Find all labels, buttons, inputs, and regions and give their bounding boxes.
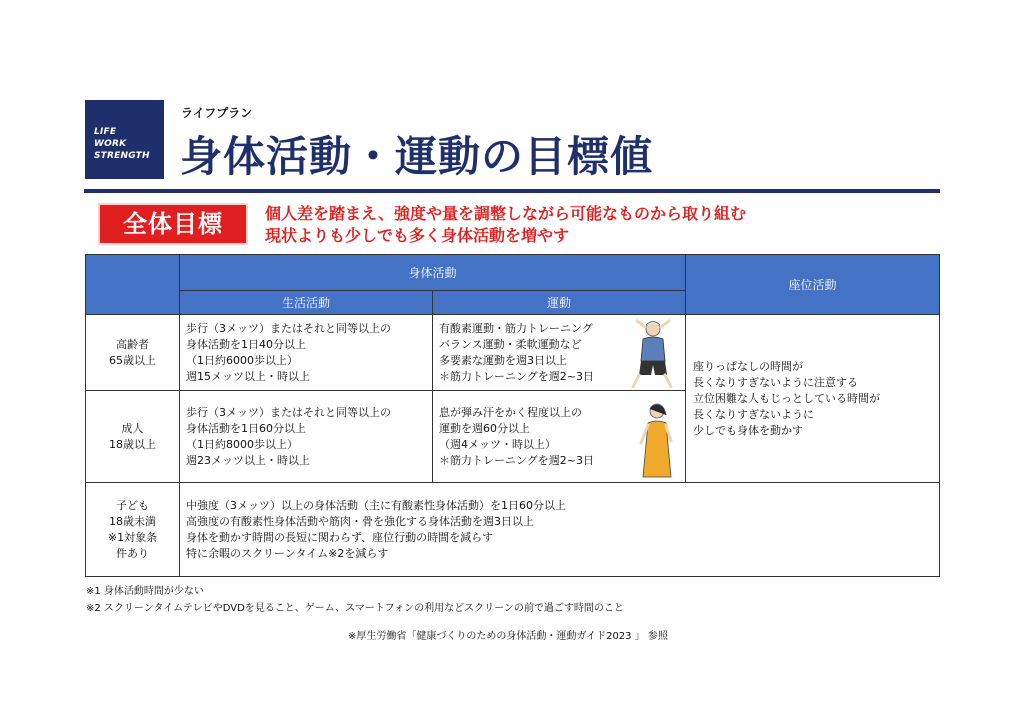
row-label-elderly <box>86 315 180 391</box>
cell-text-line: 高強度の有酸素性身体活動や筋肉・骨を強化する身体活動を週3日以上 <box>186 514 534 528</box>
cell-text-line: （1日約8000歩以上） <box>186 437 298 451</box>
title-divider <box>84 189 940 193</box>
cell-text-line: 身体活動を1日60分以上 <box>186 421 306 435</box>
cell-text-line: 立位困難な人もじっとしている時間が <box>693 391 881 405</box>
logo <box>85 100 164 179</box>
logo-line-work: WORK <box>94 139 127 149</box>
cell-text-line: 特に余暇のスクリーンタイム※2を減らす <box>186 546 389 560</box>
footnotes <box>86 583 624 617</box>
cell-text-line: 中強度（3メッツ）以上の身体活動（主に有酸素性身体活動）を1日60分以上 <box>186 498 566 512</box>
row-label-line: 子ども <box>116 498 149 512</box>
cell-text-line: 運動を週60分以上 <box>439 421 530 435</box>
cell-text-line: 長くなりすぎないように注意する <box>693 375 859 389</box>
cell-text-line: 長くなりすぎないように <box>693 407 815 421</box>
header-exercise: 運動 <box>433 291 686 315</box>
cell-text-line: （週4メッツ・時以上） <box>439 437 556 451</box>
row-label-adult <box>86 391 180 483</box>
cell-text-line: 多要素な運動を週3日以上 <box>439 353 567 367</box>
adult-daily-activity-cell <box>180 391 433 483</box>
elderly-man-stretching-icon <box>625 317 683 389</box>
row-label-line: ※1対象条 <box>107 530 158 544</box>
row-label-children <box>86 483 180 577</box>
cell-text-line: バランス運動・柔軟運動など <box>439 337 582 351</box>
row-label-line: 件あり <box>116 546 149 560</box>
cell-text-line: 息が弾み汗をかく程度以上の <box>439 405 582 419</box>
cell-text-line: 身体を動かす時間の長短に関わらず、座位行動の時間を減らす <box>186 530 494 544</box>
header-daily-life-activity: 生活活動 <box>180 291 433 315</box>
row-label-line: 高齢者 <box>116 337 149 351</box>
table-row-children <box>86 483 940 577</box>
table-row-elderly <box>86 315 940 391</box>
footnote-2: ※2 スクリーンタイムテレビやDVDを見ること、ゲーム、スマートフォンの利用などスクリーンの前で過ごす時間のこと <box>86 603 624 614</box>
cell-text-line: 歩行（3メッツ）またはそれと同等以上の <box>186 321 391 335</box>
header-physical-activity: 身体活動 <box>180 255 686 291</box>
overall-goal-badge: 全体目標 <box>98 203 248 245</box>
row-label-line: 成人 <box>121 421 144 435</box>
cell-text-line: 少しでも身体を動かす <box>693 423 804 437</box>
sedentary-activity-cell <box>686 315 940 483</box>
goal-line-2: 現状よりも少しでも多く身体活動を増やす <box>265 226 570 245</box>
logo-line-strength: STRENGTH <box>94 151 150 161</box>
goal-line-1: 個人差を踏まえ、強度や量を調整しながら可能なものから取り組む <box>265 204 746 223</box>
cell-text-line: ＊筋力トレーニングを週2~3日 <box>439 453 594 467</box>
adult-exercise-cell <box>433 391 686 483</box>
overall-goal-text <box>265 203 746 247</box>
cell-text-line: （1日約6000歩以上） <box>186 353 298 367</box>
header-sedentary-activity: 座位活動 <box>686 255 940 315</box>
footnote-1: ※1 身体活動時間が少ない <box>86 586 204 597</box>
cell-text-line: 週15メッツ以上・時以上 <box>186 369 310 383</box>
logo-line-life: LIFE <box>94 127 117 137</box>
row-label-line: 18歳以上 <box>109 437 156 451</box>
page-supertitle: ライフプラン <box>181 106 253 120</box>
cell-text-line: ＊筋力トレーニングを週2~3日 <box>439 369 594 383</box>
row-label-line: 65歳以上 <box>109 353 156 367</box>
woman-jogging-icon <box>635 399 679 479</box>
cell-text-line: 週23メッツ以上・時以上 <box>186 453 310 467</box>
row-label-line: 18歳未満 <box>109 514 156 528</box>
cell-text-line: 有酸素運動・筋力トレーニング <box>439 321 593 335</box>
activity-target-table <box>85 254 940 577</box>
cell-text-line: 歩行（3メッツ）またはそれと同等以上の <box>186 405 391 419</box>
children-activity-cell <box>180 483 940 577</box>
corner-header-cell <box>86 255 180 315</box>
cell-text-line: 座りっぱなしの時間が <box>693 359 804 373</box>
cell-text-line: 身体活動を1日40分以上 <box>186 337 306 351</box>
elderly-exercise-cell <box>433 315 686 391</box>
source-citation: ※厚生労働省「健康づくりのための身体活動・運動ガイド2023 」 参照 <box>348 631 668 642</box>
elderly-daily-activity-cell <box>180 315 433 391</box>
page-title: 身体活動・運動の目標値 <box>180 132 654 181</box>
